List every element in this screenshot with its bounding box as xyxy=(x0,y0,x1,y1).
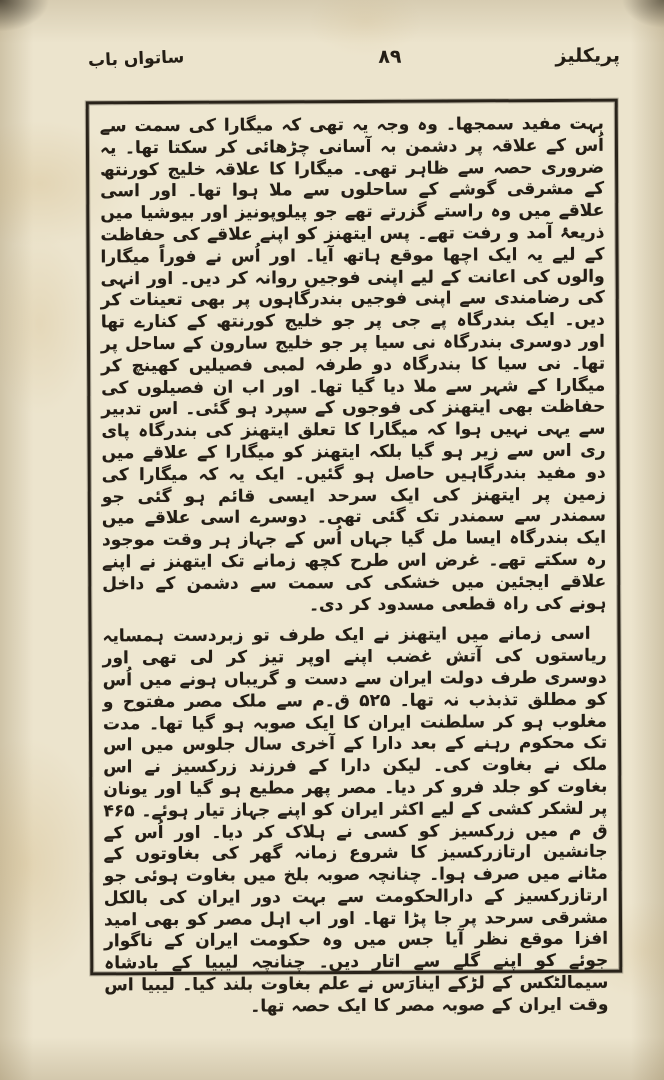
body-paragraph: اسی زمانے میں ایتھنز نے ایک طرف تو زبردست ہمسایہ ریاستوں کی آتش غضب اپنے اوپر تیز کر لی تھی اور دوسری طرف دولت ایران سے دست و گریباں ہونے میں اُس کو مطلق تذبذب نہ تھا۔ ۵۲۵ ق۔م سے ملک مصر مفتوح و مغلوب ہو کر سلطنت ایران کا ایک صوبہ ہو گیا تھا۔ مدت تک محکوم رہنے کے بعد دارا کے آخری سال جلوس میں اس ملک نے بغاوت کی۔ لیکن دارا کے فرزند زرکسیز نے اس بغاوت کو جلد فرو کر دیا۔ مصر پھر مطیع ہو گیا اور یونان پر لشکر کشی کے لیے اکثر ایران کو اپنے جہاز تیار ہوئے۔ ۴۶۵ ق م میں زرکسیز کو کسی نے ہلاک کر دیا۔ اور اُس کے جانشین ارتازرکسیز کا شروع زمانہ گھر کی بغاوتوں کے مٹانے میں صرف ہوا۔ چنانچہ صوبہ بلخ میں بغاوت ہوئی جو ارتازرکسیز کے دارالحکومت سے بہت دور ایران کی بالکل مشرقی سرحد پر جا پڑا تھا۔ اور اب اہل مصر کو بھی امید افزا موقع نظر آیا جس میں وہ حکومت ایران کے ناگوار جوئے کو اپنے گلے سے اتار دیں۔ چنانچہ لیبیا کے بادشاہ سیمالٹکس کے لڑکے اینارَس نے علم بغاوت بلند کیا۔ لیبیا اس وقت ایران کے صوبہ مصر کا ایک حصہ تھا۔ xyxy=(102,624,609,1017)
text-frame xyxy=(86,99,623,1017)
running-title: پریکلیز xyxy=(555,44,621,67)
body-paragraph: بہت مفید سمجھا۔ وہ وجہ یہ تھی کہ میگارا کی سمت سے اُس کے علاقہ پر دشمن بہ آسانی چڑھائی کر سکتا تھا۔ یہ ضروری حصہ سے ظاہر تھی۔ میگارا کا علاقہ خلیج کورنتھ کے مشرقی گوشے کے ساحلوں سے ملا ہوا تھا۔ اور اسی علاقے میں وہ راستے گزرتے تھے جو پیلوپونیز اور بیوشیا میں ذریعۂ آمد و رفت تھے۔ پس ایتھنز کو اپنے علاقے کی حفاظت کے لیے یہ ایک اچھا موقع ہاتھ آیا۔ اور اُس نے فوراً میگارا والوں کی اعانت کے لیے اپنی فوجیں روانہ کر دیں۔ اور انہی کی رضامندی سے اپنی فوجیں بندرگاہوں پر بھی تعینات کر دیں۔ ایک بندرگاہ پے جی پر جو خلیج کورنتھ کے کنارے تھا اور دوسری بندرگاہ نی سیا پر جو خلیج سارون کے ساحل پر تھا۔ نی سیا کا بندرگاہ دو طرفہ لمبی فصیلیں کھینچ کر میگارا کے شہر سے ملا دیا گیا تھا۔ اور اب ان فصیلوں کی حفاظت بھی ایتھنز کی فوجوں کے سپرد ہو گئی۔ اس تدبیر سے یہی نہیں ہوا کہ میگارا کا تعلق ایتھنز کی بندرگاہ پای ری اس سے زیر ہو گیا بلکہ ایتھنز کو میگارا کے علاقے میں دو مفید بندرگاہیں حاصل ہو گئیں۔ ایک یہ کہ میگارا کی زمین پر ایتھنز کی ایک سرحد ایسی قائم ہو گئی جو سمندر سے سمندر تک گئی تھی۔ دوسرے اسی علاقے میں ایک بندرگاہ ایسا مل گیا جہاں اُس کے جہاز ہر وقت موجود رہ سکتے تھے۔ غرض اس طرح کچھ زمانے تک ایتھنز نے اپنے علاقے ایجئین میں خشکی کی سمت سے دشمن کے داخل ہونے کی راہ قطعی مسدود کر دی۔ xyxy=(99,113,607,615)
page-header xyxy=(88,45,620,70)
page-number: ۸۹ xyxy=(378,45,402,68)
chapter-title: ساتواں باب xyxy=(87,47,185,72)
